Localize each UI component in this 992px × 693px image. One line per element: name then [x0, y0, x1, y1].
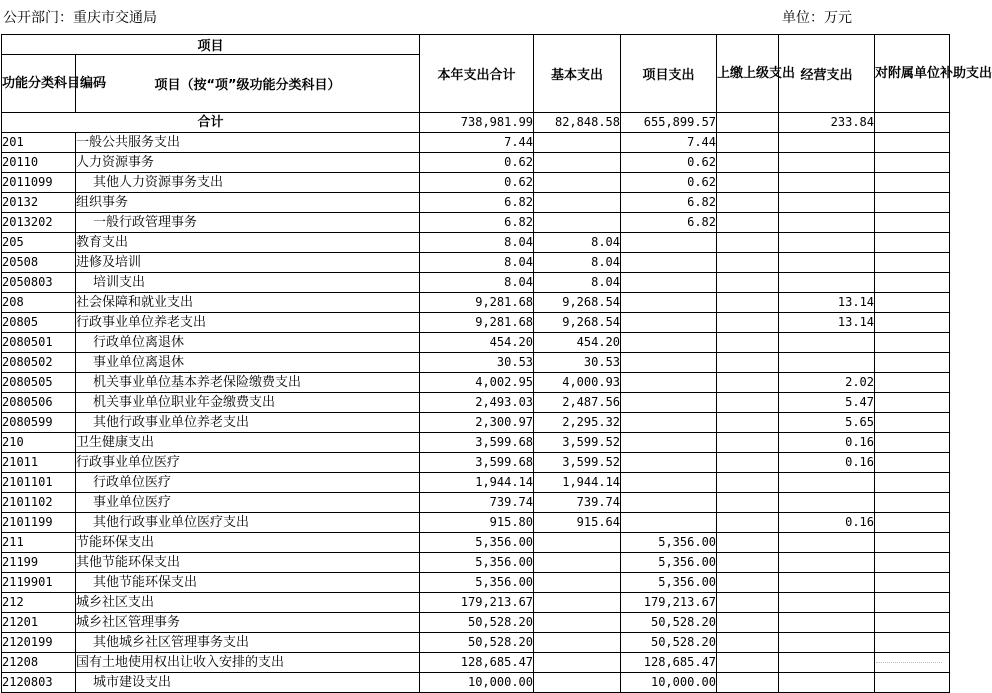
business-cell [779, 573, 875, 593]
basic-cell [534, 613, 621, 633]
basic-cell [534, 553, 621, 573]
turnover-cell [717, 433, 779, 453]
project-cell [621, 413, 717, 433]
table-row [2, 253, 950, 273]
total-cell: 179,213.67 [420, 593, 534, 613]
turnover-cell [717, 313, 779, 333]
total-cell: 8.04 [420, 253, 534, 273]
total-cell: 50,528.20 [420, 613, 534, 633]
code-cell: 20508 [2, 253, 76, 273]
name-cell: 其他行政事业单位医疗支出 [76, 513, 420, 533]
name-cell: 其他城乡社区管理事务支出 [76, 633, 420, 653]
business-cell [779, 533, 875, 553]
code-cell: 2013202 [2, 213, 76, 233]
business-cell [779, 633, 875, 653]
code-cell: 21011 [2, 453, 76, 473]
basic-cell [534, 173, 621, 193]
turnover-cell [717, 153, 779, 173]
total-cell: 3,599.68 [420, 433, 534, 453]
table-row [2, 573, 950, 593]
table-row [2, 393, 950, 413]
total-cell: 0.62 [420, 153, 534, 173]
project-cell: 6.82 [621, 213, 717, 233]
name-cell: 教育支出 [76, 233, 420, 253]
basic-cell [534, 193, 621, 213]
subsidy-cell [875, 533, 950, 553]
table-row [2, 533, 950, 553]
project-cell [621, 233, 717, 253]
code-cell: 2050803 [2, 273, 76, 293]
code-cell: 2080502 [2, 353, 76, 373]
header-business: 经营支出 [779, 35, 875, 113]
turnover-cell [717, 393, 779, 413]
subsidy-cell [875, 613, 950, 633]
turnover-cell [717, 193, 779, 213]
business-cell: 5.65 [779, 413, 875, 433]
total-cell: 3,599.68 [420, 453, 534, 473]
business-cell: 13.14 [779, 313, 875, 333]
turnover-cell [717, 613, 779, 633]
unit-label: 单位：万元 [782, 10, 852, 26]
code-cell: 2101101 [2, 473, 76, 493]
turnover-cell [717, 653, 779, 673]
project-cell [621, 493, 717, 513]
project-cell: 5,356.00 [621, 533, 717, 553]
subsidy-cell [875, 233, 950, 253]
project-cell: 50,528.20 [621, 613, 717, 633]
business-cell [779, 613, 875, 633]
code-cell: 2080505 [2, 373, 76, 393]
name-cell: 其他行政事业单位养老支出 [76, 413, 420, 433]
basic-cell [534, 633, 621, 653]
business-cell [779, 673, 875, 693]
code-cell: 205 [2, 233, 76, 253]
total-cell: 454.20 [420, 333, 534, 353]
total-cell: 10,000.00 [420, 673, 534, 693]
business-cell: 0.16 [779, 433, 875, 453]
basic-cell: 454.20 [534, 333, 621, 353]
table-header [2, 35, 992, 113]
turnover-cell [717, 513, 779, 533]
business-cell [779, 473, 875, 493]
table-row [2, 473, 950, 493]
code-cell: 2101102 [2, 493, 76, 513]
name-cell: 城市建设支出 [76, 673, 420, 693]
table-row [2, 373, 950, 393]
name-cell: 一般行政管理事务 [76, 213, 420, 233]
subsidy-cell [875, 213, 950, 233]
subsidy-cell [875, 633, 950, 653]
total-cell: 9,281.68 [420, 313, 534, 333]
table-row [2, 653, 950, 673]
name-cell: 行政事业单位养老支出 [76, 313, 420, 333]
project-cell: 0.62 [621, 153, 717, 173]
turnover-cell [717, 533, 779, 553]
subsidy-cell [875, 353, 950, 373]
code-cell: 212 [2, 593, 76, 613]
project-cell [621, 453, 717, 473]
name-cell: 行政事业单位医疗 [76, 453, 420, 473]
total-cell: 9,281.68 [420, 293, 534, 313]
total-cell: 1,944.14 [420, 473, 534, 493]
subsidy-cell [875, 253, 950, 273]
subsidy-cell [875, 413, 950, 433]
project-cell [621, 473, 717, 493]
basic-cell: 8.04 [534, 273, 621, 293]
basic-cell: 2,487.56 [534, 393, 621, 413]
subsidy-cell [875, 553, 950, 573]
project-cell: 0.62 [621, 173, 717, 193]
business-cell [779, 173, 875, 193]
total-cell: 128,685.47 [420, 653, 534, 673]
table-row [2, 313, 950, 333]
name-cell: 其他节能环保支出 [76, 553, 420, 573]
code-cell: 20132 [2, 193, 76, 213]
table-row [2, 553, 950, 573]
name-cell: 进修及培训 [76, 253, 420, 273]
turnover-cell [717, 633, 779, 653]
business-cell [779, 193, 875, 213]
turnover-cell [717, 133, 779, 153]
turnover-cell [717, 213, 779, 233]
project-cell: 5,356.00 [621, 573, 717, 593]
business-cell: 0.16 [779, 513, 875, 533]
business-cell: 2.02 [779, 373, 875, 393]
project-cell [621, 313, 717, 333]
table-row [2, 453, 950, 473]
table-row [2, 513, 950, 533]
project-cell [621, 353, 717, 373]
header-name: 项目（按“项”级功能分类科目） [76, 55, 420, 113]
name-cell: 机关事业单位职业年金缴费支出 [76, 393, 420, 413]
project-cell [621, 373, 717, 393]
turnover-cell [717, 493, 779, 513]
code-cell: 20110 [2, 153, 76, 173]
table-row [2, 273, 950, 293]
basic-cell [534, 673, 621, 693]
total-cell: 4,002.95 [420, 373, 534, 393]
header-code: 功能分类科目编码 [2, 55, 76, 113]
business-cell: 13.14 [779, 293, 875, 313]
name-cell: 培训支出 [76, 273, 420, 293]
code-cell: 21201 [2, 613, 76, 633]
name-cell: 其他人力资源事务支出 [76, 173, 420, 193]
subsidy-cell [875, 333, 950, 353]
header-project: 项目支出 [621, 35, 717, 113]
department-label: 公开部门：重庆市交通局 [3, 10, 157, 26]
turnover-cell [717, 373, 779, 393]
business-cell [779, 133, 875, 153]
turnover-cell [717, 273, 779, 293]
header-basic: 基本支出 [534, 35, 621, 113]
total-cell: 5,356.00 [420, 533, 534, 553]
total-cell: 0.62 [420, 173, 534, 193]
table-row [2, 133, 950, 153]
basic-cell [534, 573, 621, 593]
turnover-cell [717, 233, 779, 253]
total-cell: 7.44 [420, 133, 534, 153]
name-cell: 行政单位离退休 [76, 333, 420, 353]
basic-cell [534, 133, 621, 153]
table-row [2, 153, 950, 173]
turnover-cell [717, 453, 779, 473]
table-row [2, 213, 950, 233]
project-cell [621, 513, 717, 533]
business-cell [779, 253, 875, 273]
business-cell [779, 233, 875, 253]
total-cell: 2,300.97 [420, 413, 534, 433]
total-cell: 8.04 [420, 273, 534, 293]
subsidy-cell [875, 173, 950, 193]
total-label: 合计 [2, 113, 420, 133]
code-cell: 2120199 [2, 633, 76, 653]
project-cell [621, 253, 717, 273]
business-cell [779, 333, 875, 353]
subsidy-cell [875, 433, 950, 453]
project-cell [621, 433, 717, 453]
turnover-cell [717, 473, 779, 493]
subsidy-cell [875, 673, 950, 693]
total-cell: 915.80 [420, 513, 534, 533]
basic-cell: 9,268.54 [534, 293, 621, 313]
code-cell: 210 [2, 433, 76, 453]
total-project-cell: 655,899.57 [621, 113, 717, 133]
total-cell: 30.53 [420, 353, 534, 373]
turnover-cell [717, 353, 779, 373]
subsidy-cell [875, 293, 950, 313]
basic-cell [534, 653, 621, 673]
name-cell: 一般公共服务支出 [76, 133, 420, 153]
total-business-cell: 233.84 [779, 113, 875, 133]
table-row [2, 193, 950, 213]
code-cell: 20805 [2, 313, 76, 333]
turnover-cell [717, 573, 779, 593]
name-cell: 事业单位医疗 [76, 493, 420, 513]
basic-cell [534, 153, 621, 173]
turnover-cell [717, 333, 779, 353]
project-cell: 7.44 [621, 133, 717, 153]
project-cell: 50,528.20 [621, 633, 717, 653]
table-row [2, 673, 950, 693]
name-cell: 机关事业单位基本养老保险缴费支出 [76, 373, 420, 393]
subsidy-cell [875, 273, 950, 293]
basic-cell: 3,599.52 [534, 433, 621, 453]
table-row [2, 633, 950, 653]
project-cell: 5,356.00 [621, 553, 717, 573]
basic-cell: 8.04 [534, 253, 621, 273]
turnover-cell [717, 253, 779, 273]
table-row [2, 593, 950, 613]
name-cell: 城乡社区支出 [76, 593, 420, 613]
name-cell: 卫生健康支出 [76, 433, 420, 453]
subsidy-cell [875, 193, 950, 213]
subsidy-cell [875, 393, 950, 413]
code-cell: 2120803 [2, 673, 76, 693]
total-cell: 5,356.00 [420, 553, 534, 573]
project-cell: 10,000.00 [621, 673, 717, 693]
total-cell: 50,528.20 [420, 633, 534, 653]
basic-cell: 2,295.32 [534, 413, 621, 433]
expenditure-table [1, 34, 992, 693]
table-row [2, 613, 950, 633]
table-row [2, 413, 950, 433]
business-cell: 5.47 [779, 393, 875, 413]
basic-cell: 1,944.14 [534, 473, 621, 493]
table-row [2, 433, 950, 453]
total-cell: 739.74 [420, 493, 534, 513]
basic-cell: 915.64 [534, 513, 621, 533]
business-cell [779, 593, 875, 613]
name-cell: 组织事务 [76, 193, 420, 213]
turnover-cell [717, 173, 779, 193]
code-cell: 2011099 [2, 173, 76, 193]
subsidy-cell [875, 493, 950, 513]
subsidy-cell [875, 453, 950, 473]
total-row [2, 113, 950, 133]
business-cell [779, 553, 875, 573]
basic-cell [534, 213, 621, 233]
project-cell [621, 393, 717, 413]
header-turnover: 上缴上级支出 [717, 35, 779, 113]
subsidy-cell [875, 473, 950, 493]
subsidy-cell [875, 513, 950, 533]
code-cell: 21208 [2, 653, 76, 673]
basic-cell [534, 593, 621, 613]
project-cell [621, 333, 717, 353]
name-cell: 城乡社区管理事务 [76, 613, 420, 633]
business-cell [779, 153, 875, 173]
project-cell: 179,213.67 [621, 593, 717, 613]
name-cell: 人力资源事务 [76, 153, 420, 173]
basic-cell [534, 533, 621, 553]
table-body [2, 113, 950, 693]
code-cell: 2080599 [2, 413, 76, 433]
edge-dotted-mark [876, 662, 942, 664]
business-cell [779, 653, 875, 673]
business-cell: 0.16 [779, 453, 875, 473]
project-cell [621, 293, 717, 313]
basic-cell: 739.74 [534, 493, 621, 513]
subsidy-cell [875, 373, 950, 393]
project-cell [621, 273, 717, 293]
basic-cell: 30.53 [534, 353, 621, 373]
code-cell: 201 [2, 133, 76, 153]
code-cell: 208 [2, 293, 76, 313]
code-cell: 2101199 [2, 513, 76, 533]
turnover-cell [717, 293, 779, 313]
subsidy-cell [875, 593, 950, 613]
business-cell [779, 213, 875, 233]
code-cell: 2080506 [2, 393, 76, 413]
basic-cell: 8.04 [534, 233, 621, 253]
table-row [2, 493, 950, 513]
header-project-group: 项目 [2, 35, 420, 55]
turnover-cell [717, 413, 779, 433]
code-cell: 21199 [2, 553, 76, 573]
table-row [2, 173, 950, 193]
name-cell: 国有土地使用权出让收入安排的支出 [76, 653, 420, 673]
subsidy-cell [875, 133, 950, 153]
total-cell: 6.82 [420, 213, 534, 233]
code-cell: 2119901 [2, 573, 76, 593]
basic-cell: 9,268.54 [534, 313, 621, 333]
project-cell: 6.82 [621, 193, 717, 213]
total-turnover-cell [717, 113, 779, 133]
name-cell: 行政单位医疗 [76, 473, 420, 493]
subsidy-cell [875, 573, 950, 593]
name-cell: 其他节能环保支出 [76, 573, 420, 593]
total-cell: 6.82 [420, 193, 534, 213]
name-cell: 事业单位离退休 [76, 353, 420, 373]
total-basic-cell: 82,848.58 [534, 113, 621, 133]
business-cell [779, 273, 875, 293]
total-sum-cell: 738,981.99 [420, 113, 534, 133]
turnover-cell [717, 553, 779, 573]
project-cell: 128,685.47 [621, 653, 717, 673]
subsidy-cell [875, 153, 950, 173]
basic-cell: 3,599.52 [534, 453, 621, 473]
header-total: 本年支出合计 [420, 35, 534, 113]
total-subsidy-cell [875, 113, 950, 133]
total-cell: 8.04 [420, 233, 534, 253]
business-cell [779, 353, 875, 373]
basic-cell: 4,000.93 [534, 373, 621, 393]
table-row [2, 233, 950, 253]
business-cell [779, 493, 875, 513]
header-subsidy: 对附属单位补助支出 [875, 35, 950, 113]
code-cell: 2080501 [2, 333, 76, 353]
turnover-cell [717, 673, 779, 693]
turnover-cell [717, 593, 779, 613]
total-cell: 2,493.03 [420, 393, 534, 413]
table-row [2, 353, 950, 373]
subsidy-cell [875, 313, 950, 333]
table-row [2, 333, 950, 353]
name-cell: 社会保障和就业支出 [76, 293, 420, 313]
name-cell: 节能环保支出 [76, 533, 420, 553]
table-row [2, 293, 950, 313]
total-cell: 5,356.00 [420, 573, 534, 593]
code-cell: 211 [2, 533, 76, 553]
